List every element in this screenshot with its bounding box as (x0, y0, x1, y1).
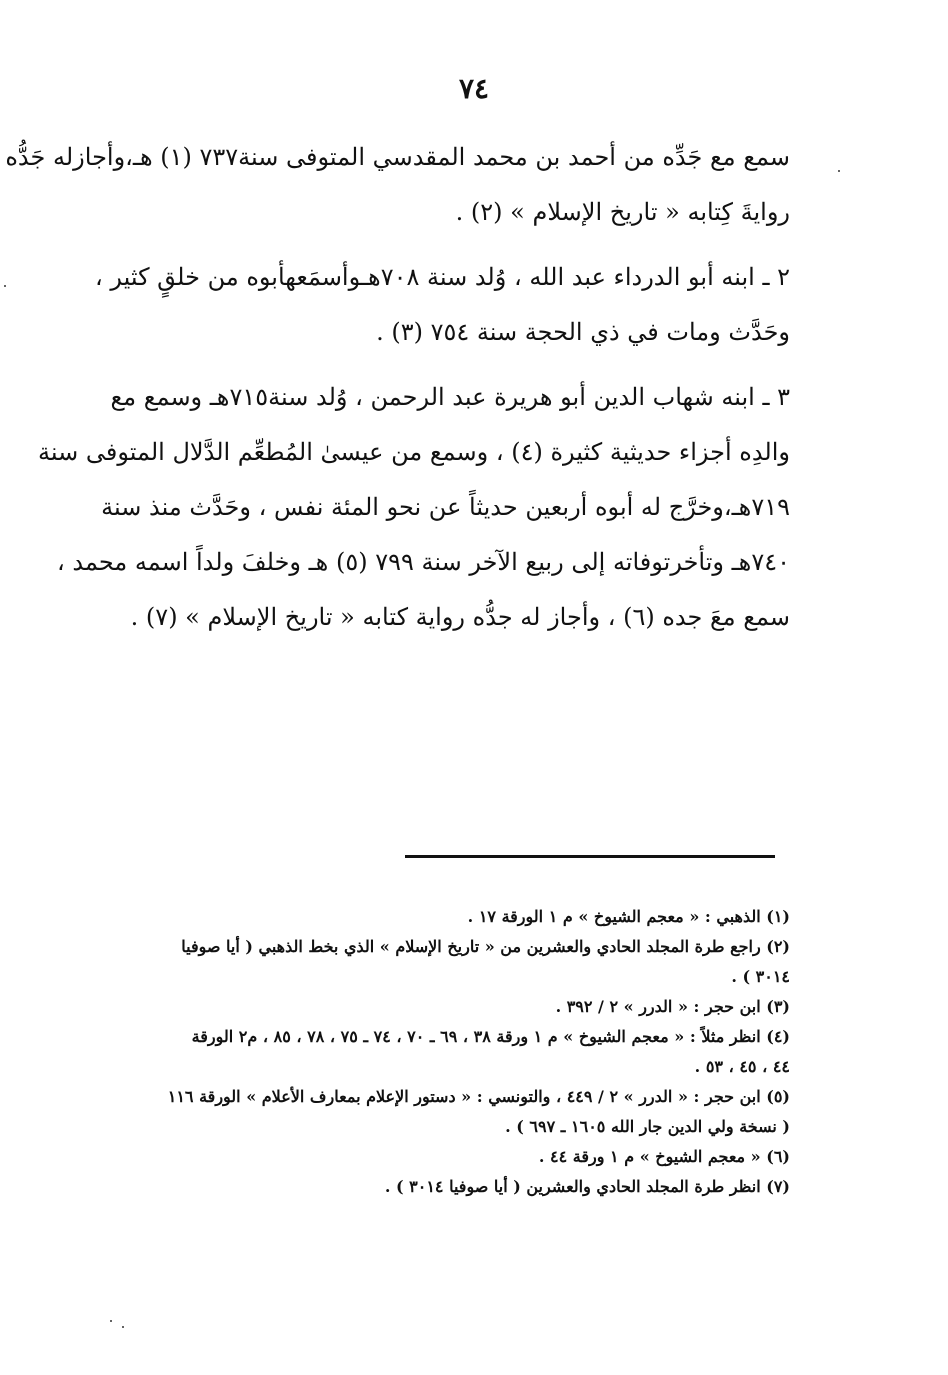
footnote-4: (٤) انظر مثلاً : « معجم الشيوخ » م ١ ورقة ٣٨ ، ٦٩ ـ ٧٠ ، ٧٤ ـ ٧٥ ، ٧٨ ، ٨٥ ، م٢ الورقة (191, 1027, 790, 1046)
paragraph-2 (95, 250, 790, 360)
text-line: والدِه أجزاء حديثية كثيرة (٤) ، وسمع من عيسىٰ المُطعِّم الدَّلال المتوفى سنة (38, 438, 790, 466)
footnote-4-continued: ٤٤ ، ٤٥ ، ٥٣ . (694, 1057, 790, 1076)
paragraph-1 (5, 130, 790, 240)
footnote-7: (٧) انظر طرة المجلد الحادي والعشرين ( أيا صوفيا ٣٠١٤ ) . (384, 1177, 790, 1196)
footnote-5-continued: ( نسخة ولي الدين جار الله ١٦٠٥ ـ ٦٩٧ ) . (505, 1117, 790, 1136)
text-line: روايةَ كِتابه « تاريخ الإسلام » (٢) . (455, 198, 790, 226)
footnotes (128, 902, 790, 1202)
text-line: سمع معَ جده (٦) ، وأجاز له جدُّه رواية كتابه « تاريخ الإسلام » (٧) . (130, 603, 790, 631)
footnote-5: (٥) ابن حجر : « الدرر » ٢ / ٤٤٩ ، والتونسي : « دستور الإعلام بمعارف الأعلام » الورقة ١١٦ (167, 1087, 790, 1106)
page-number: ٧٤ (458, 72, 490, 105)
scan-speck (122, 1326, 124, 1328)
text-line: وحَدَّث ومات في ذي الحجة سنة ٧٥٤ (٣) . (376, 318, 790, 346)
footnote-separator (405, 855, 775, 858)
paragraph-3 (38, 370, 790, 645)
scan-speck (110, 1320, 112, 1322)
scan-speck (838, 170, 840, 172)
footnote-2-continued: ٣٠١٤ ) . (731, 967, 790, 986)
text-line: ٧١٩هـ،وخرَّج له أبوه أربعين حديثاً عن نحو المئة نفس ، وحَدَّث منذ سنة (101, 493, 790, 521)
text-line: ٧٤٠هـ وتأخرتوفاته إلى ربيع الآخر سنة ٧٩٩ (٥) هـ وخلفَ ولداً اسمه محمد ، (57, 548, 790, 576)
text-line: سمع مع جَدِّه من أحمد بن محمد المقدسي المتوفى سنة٧٣٧ (١) هـ،وأجازله جَدُّه (5, 143, 790, 171)
footnote-1: (١) الذهبي : « معجم الشيوخ » م ١ الورقة ١٧ . (467, 907, 790, 926)
footnote-3: (٣) ابن حجر : « الدرر » ٢ / ٣٩٢ . (555, 997, 790, 1016)
text-line: ٢ ـ ابنه أبو الدرداء عبد الله ، وُلد سنة ٧٠٨هـوأسمَعهأبوه من خلقٍ كثير ، (95, 263, 790, 291)
footnote-6: (٦) « معجم الشيوخ » م ١ ورقة ٤٤ . (538, 1147, 790, 1166)
scan-speck (4, 285, 6, 287)
text-line: ٣ ـ ابنه شهاب الدين أبو هريرة عبد الرحمن ، وُلد سنة٧١٥هـ وسمع مع (110, 383, 790, 411)
body-text (5, 130, 790, 655)
footnote-2: (٢) راجع طرة المجلد الحادي والعشرين من « تاريخ الإسلام » الذي بخط الذهبي ( أيا صوفيا (181, 937, 790, 956)
